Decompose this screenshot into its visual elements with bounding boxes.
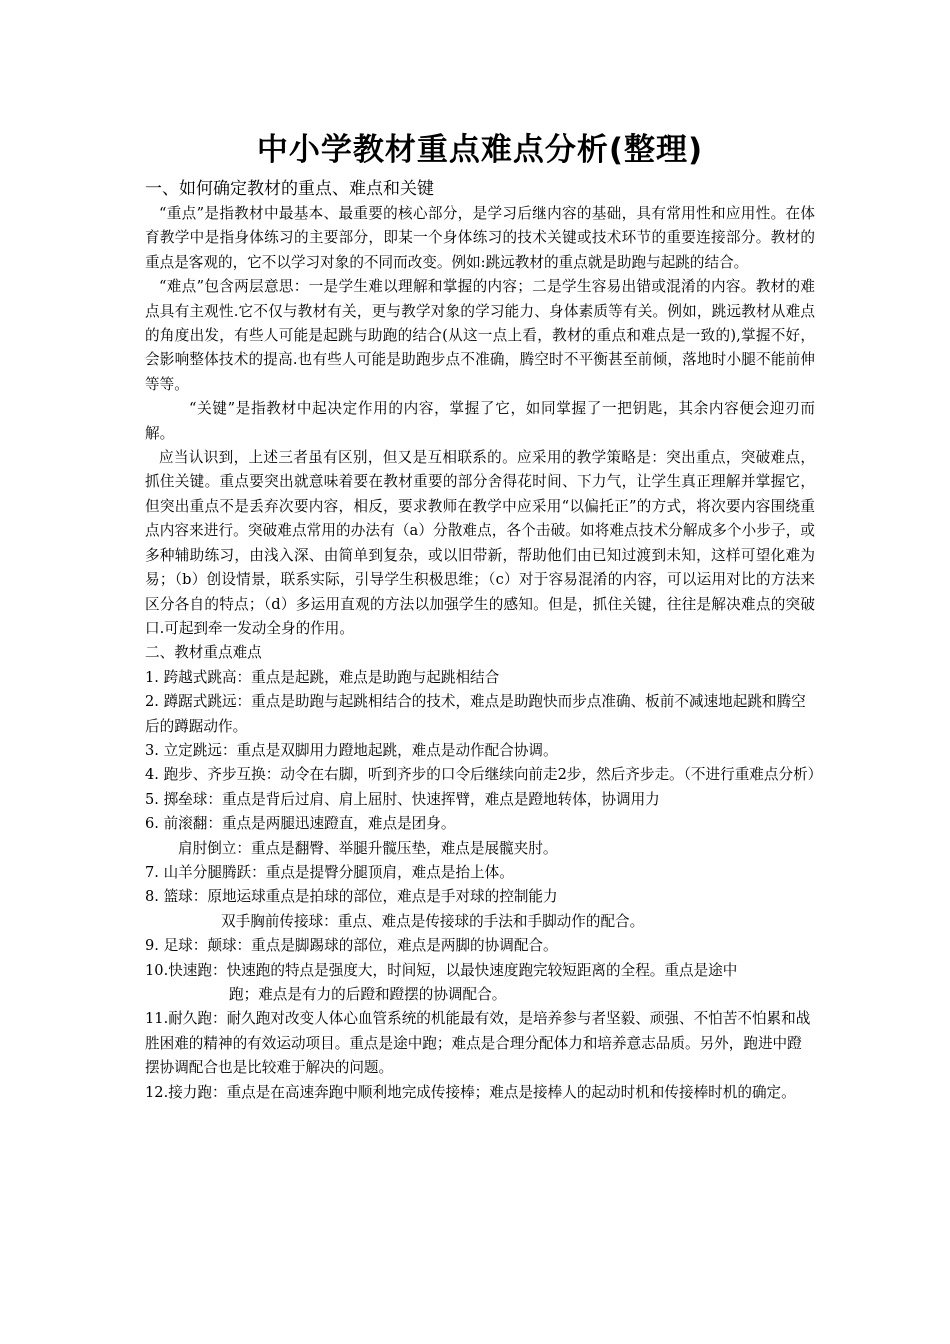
list-item: 9. 足球：颠球：重点是脚踢球的部位，难点是两脚的协调配合。 (145, 937, 558, 955)
list-item: 3. 立定跳远：重点是双脚用力蹬地起跳，难点是动作配合协调。 (145, 741, 558, 759)
paragraph-difficult-points: “难点”包含两层意思：一是学生难以理解和掌握的内容；二是学生容易出错或混淆的内容。教材的难点具有主观性.它不仅与教材有关，更与教学对象的学习能力、身体素质等有关。例如，跳远教材从难点的角度出发，有些人可能是起跳与助跑的结合(从这一点上看，教材的重点和难点是一致的),掌握不好，会影响整体技术的提高.也有些人可能是助跑步点不准确，腾空时不平衡甚至前倾，落地时小腿不能前伸等等。 (145, 278, 815, 393)
list-item: 7. 山羊分腿腾跃：重点是提臀分腿顶肩，难点是抬上体。 (145, 863, 514, 881)
list-item: 4. 跑步、齐步互换：动令在右脚，听到齐步的口令后继续向前走2步，然后齐步走。（不进行重难点分析） (145, 766, 823, 784)
list-item: 5. 掷垒球：重点是背后过肩、肩上屈肘、快速挥臂，难点是蹬地转体，协调用力 (145, 790, 660, 808)
paragraph-key-link: “关键”是指教材中起决定作用的内容，掌握了它，如同掌握了一把钥匙，其余内容便会迎刃而解。 (145, 400, 815, 442)
section-heading-1: 一、如何确定教材的重点、难点和关键 (145, 179, 434, 199)
list-item: 肩肘倒立：重点是翻臀、举腿升髋压垫，难点是展髋夹肘。 (178, 839, 558, 857)
document-title: 中小学教材重点难点分析(整理) (256, 132, 704, 168)
list-item: 跑；难点是有力的后蹬和蹬摆的协调配合。 (229, 986, 507, 1003)
list-item: 10.快速跑：快速跑的特点是强度大，时间短，以最快速度跑完较短距离的全程。重点是途中 (145, 961, 738, 979)
list-item: 双手胸前传接球：重点、难点是传接球的手法和手脚动作的配合。 (221, 912, 645, 930)
section-heading-2: 二、教材重点难点 (145, 644, 262, 662)
document-page (145, 128, 823, 1105)
list-item: 1. 跨越式跳高：重点是起跳，难点是助跑与起跳相结合 (145, 668, 500, 686)
list-item: 2. 蹲踞式跳远：重点是助跑与起跳相结合的技术，难点是助跑快而步点准确、板前不减速地起跳和腾空后的蹲踞动作。 (145, 693, 806, 735)
list-item: 8. 篮球：原地运球重点是拍球的部位，难点是手对球的控制能力 (145, 888, 558, 906)
list-item: 11.耐久跑：耐久跑对改变人体心血管系统的机能最有效，是培养参与者坚毅、顽强、不怕苦不怕累和战胜困难的精神的有效运动项目。重点是途中跑；难点是合理分配体力和培养意志品质。另外，跑进中蹬摆协调配合也是比较难于解决的问题。 (145, 1010, 811, 1077)
list-item: 12.接力跑：重点是在高速奔跑中顺利地完成传接棒；难点是接棒人的起动时机和传接棒时机的确定。 (145, 1083, 796, 1101)
paragraph-key-points: “重点”是指教材中最基本、最重要的核心部分，是学习后继内容的基础，具有常用性和应用性。在体育教学中是指身体练习的主要部分，即某一个身体练习的技术关键或技术环节的重要连接部分。教材的重点是客观的，它不以学习对象的不同而改变。例如:跳远教材的重点就是助跑与起跳的结合。 (145, 205, 815, 271)
paragraph-teaching-strategy: 应当认识到，上述三者虽有区别，但又是互相联系的。应采用的教学策略是：突出重点，突破难点，抓住关键。重点要突出就意味着要在教材重要的部分舍得花时间、下力气，让学生真正理解并掌握它，但突出重点不是丢弃次要内容，相反，要求教师在教学中应采用“以偏托正”的方式，将次要内容围绕重点内容来进行。突破难点常用的办法有（a）分散难点，各个击破。如将难点技术分解成多个小步子，或多种辅助练习，由浅入深、由简单到复杂，或以旧带新，帮助他们由已知过渡到未知，这样可望化难为易；（b）创设情景，联系实际，引导学生积极思维；（c）对于容易混淆的内容，可以运用对比的方法来区分各自的特点；（d）多运用直观的方法以加强学生的感知。但是，抓住关键，往往是解决难点的突破口.可起到牵一发动全身的作用。 (145, 449, 815, 637)
list-item: 6. 前滚翻：重点是两腿迅速蹬直，难点是团身。 (145, 815, 456, 833)
